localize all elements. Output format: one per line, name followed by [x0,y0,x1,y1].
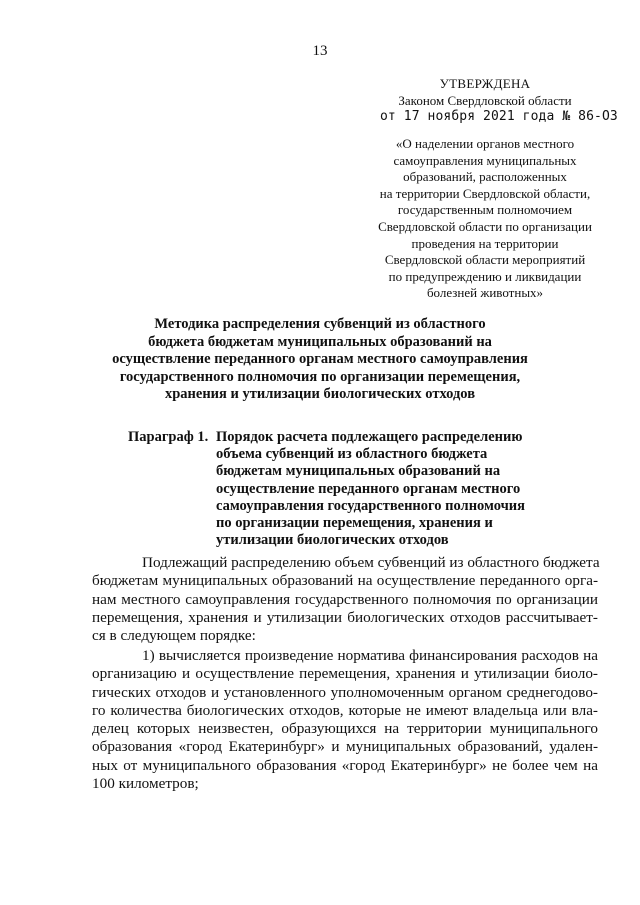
body-line: перемещения, хранения и утилизации биологических отходов рассчитывает- [92,608,598,626]
body-paragraph-2 [92,647,598,793]
methodology-title-line: государственного полномочия по организации перемещения, [119,368,521,385]
paragraph-heading-line: объема субвенций из областного бюджета [216,446,488,463]
paragraph-heading-line: бюджетам муниципальных образований на [216,463,501,480]
body-line: бюджетам муниципальных образований на осуществление переданного орга- [92,572,598,590]
body-line: ся в следующем порядке: [92,627,256,645]
body-paragraph-1 [92,554,598,645]
law-title-line: самоуправления муниципальных [393,152,577,168]
body-line: гических отходов и установленного уполномоченным органом среднегодово- [92,683,598,701]
law-title-line: по предупреждению и ликвидации [388,268,582,284]
law-title-line: Свердловской области мероприятий [384,252,586,268]
law-title-line: государственным полномочием [397,202,573,218]
approval-date: от 17 ноября 2021 года № 86-ОЗ [380,109,618,124]
methodology-title-line: бюджета бюджетам муниципальных образований на [148,333,492,350]
law-title-line: проведения на территории [411,235,559,251]
body-line: Подлежащий распределению объем субвенций из областного бюджета [142,554,600,571]
law-title-line: болезней животных» [426,285,544,301]
law-title [365,136,605,302]
law-title-line: Свердловской области по организации [378,218,592,234]
paragraph-heading-line: утилизации биологических отходов [216,532,449,549]
page-number: 13 [312,43,328,59]
approval-law: Законом Свердловской области [398,93,572,108]
body-line: 1) вычисляется произведение норматива финансирования расходов на [142,647,598,664]
body-line: го количества биологических отходов, которые не имеют владельца или вла- [92,701,598,719]
body-line: 100 километров; [92,775,199,793]
law-title-line: на территории Свердловской области, [379,185,591,201]
methodology-title-line: хранения и утилизации биологических отходов [164,386,476,403]
body-line: организацию и осуществление перемещения, хранения и утилизации биоло- [92,665,598,683]
law-title-line: «О наделении органов местного [395,136,575,151]
paragraph-label: Параграф 1. [128,429,209,445]
body-line: ных от муниципального образования «город Екатеринбург» не более чем на [92,756,598,774]
methodology-title-line: осуществление переданного органам местного самоуправления [112,351,528,368]
body-line: нам местного самоуправления государственного полномочия по организации [92,590,598,608]
law-title-line: образований, расположенных [403,169,567,185]
body-line: делец которых неизвестен, образующихся на территории муниципального [92,720,598,738]
paragraph-heading-line: осуществление переданного органам местного [216,480,521,497]
body-line: образования «город Екатеринбург» и муниципальных образований, удален- [92,738,598,756]
paragraph-heading-line: самоуправления государственного полномочия [216,497,525,514]
paragraph-heading-line: по организации перемещения, хранения и [216,515,493,531]
approval-title: УТВЕРЖДЕНА [439,76,531,91]
methodology-title-line: Методика распределения субвенций из областного [154,316,486,332]
paragraph-heading-line: Порядок расчета подлежащего распределению [216,429,523,445]
methodology-title [100,316,540,404]
